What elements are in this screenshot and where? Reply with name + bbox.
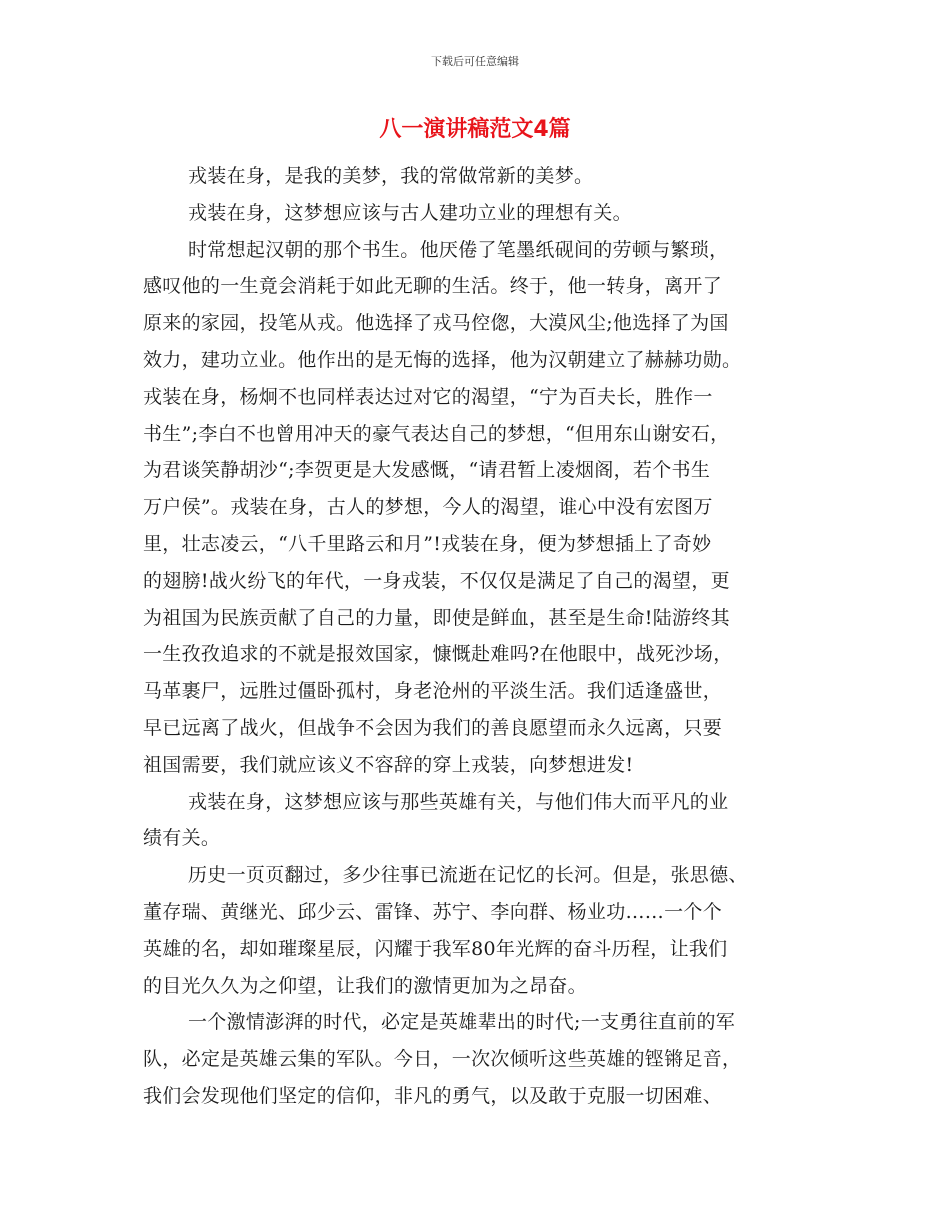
text-line: 为祖国为民族贡献了自己的力量，即使是鲜血，甚至是生命!陆游终其 [143, 606, 730, 629]
text-line: 一生孜孜追求的不就是报效国家，慷慨赴难吗?在他眼中，战死沙场， [143, 643, 733, 666]
text-line: 董存瑞、黄继光、邱少云、雷锋、苏宁、李向群、杨业功……一个个 [143, 900, 723, 923]
text-line: 原来的家园，投笔从戎。他选择了戎马倥偬，大漠风尘;他选择了为国 [143, 312, 729, 335]
text-line: 戎装在身，是我的美梦，我的常做常新的美梦。 [188, 165, 594, 187]
text-line: 里，壮志凌云，“八千里路云和月”!戎装在身，便为梦想插上了奇妙 [143, 532, 712, 555]
document-body [143, 158, 823, 1115]
text-line: 的翅膀!战火纷飞的年代，一身戎装，不仅仅是满足了自己的渴望，更 [143, 569, 730, 592]
text-line: 一个激情澎湃的时代，必定是英雄辈出的时代;一支勇往直前的军 [188, 1011, 736, 1034]
text-line: 感叹他的一生竟会消耗于如此无聊的生活。终于，他一转身，离开了 [143, 275, 723, 298]
document-title: 八一演讲稿范文4篇 [379, 117, 571, 142]
text-line: 为君谈笑静胡沙“;李贺更是大发感慨，“请君暂上凌烟阁，若个书生 [143, 459, 711, 482]
text-line: 绩有关。 [143, 827, 221, 850]
text-line: 队，必定是英雄云集的军队。今日，一次次倾听这些英雄的铿锵足音， [143, 1048, 742, 1071]
text-line: 我们会发现他们坚定的信仰，非凡的勇气，以及敢于克服一切困难、 [143, 1084, 723, 1107]
page-header: 下载后可任意编辑 [431, 55, 519, 68]
text-line: 祖国需要，我们就应该义不容辞的穿上戎装，向梦想进发! [143, 753, 634, 776]
text-line: 英雄的名，却如璀璨星辰，闪耀于我军80年光辉的奋斗历程，让我们 [143, 937, 728, 960]
text-line: 历史一页页翻过，多少往事已流逝在记忆的长河。但是，张思德、 [188, 864, 748, 887]
text-line: 戎装在身，杨炯不也同样表达过对它的渴望，“宁为百夫长，胜作一 [143, 385, 713, 408]
text-line: 书生”;李白不也曾用冲天的豪气表达自己的梦想，“但用东山谢安石， [143, 422, 730, 445]
text-line: 马革裹尸，远胜过僵卧孤村，身老沧州的平淡生活。我们适逢盛世， [143, 680, 723, 703]
text-line: 早已远离了战火，但战争不会因为我们的善良愿望而永久远离，只要 [143, 716, 723, 739]
text-line: 效力，建功立业。他作出的是无悔的选择，他为汉朝建立了赫赫功勋。 [143, 348, 742, 371]
text-line: 戎装在身，这梦想应该与古人建功立业的理想有关。 [188, 201, 632, 224]
text-line: 万户侯”。戎装在身，古人的梦想，今人的渴望，谁心中没有宏图万 [143, 496, 713, 519]
text-line: 戎装在身，这梦想应该与那些英雄有关，与他们伟大而平凡的业 [188, 790, 729, 813]
text-line: 的目光久久为之仰望，让我们的激情更加为之昂奋。 [143, 974, 587, 997]
text-line: 时常想起汉朝的那个书生。他厌倦了笔墨纸砚间的劳顿与繁琐， [188, 238, 729, 261]
